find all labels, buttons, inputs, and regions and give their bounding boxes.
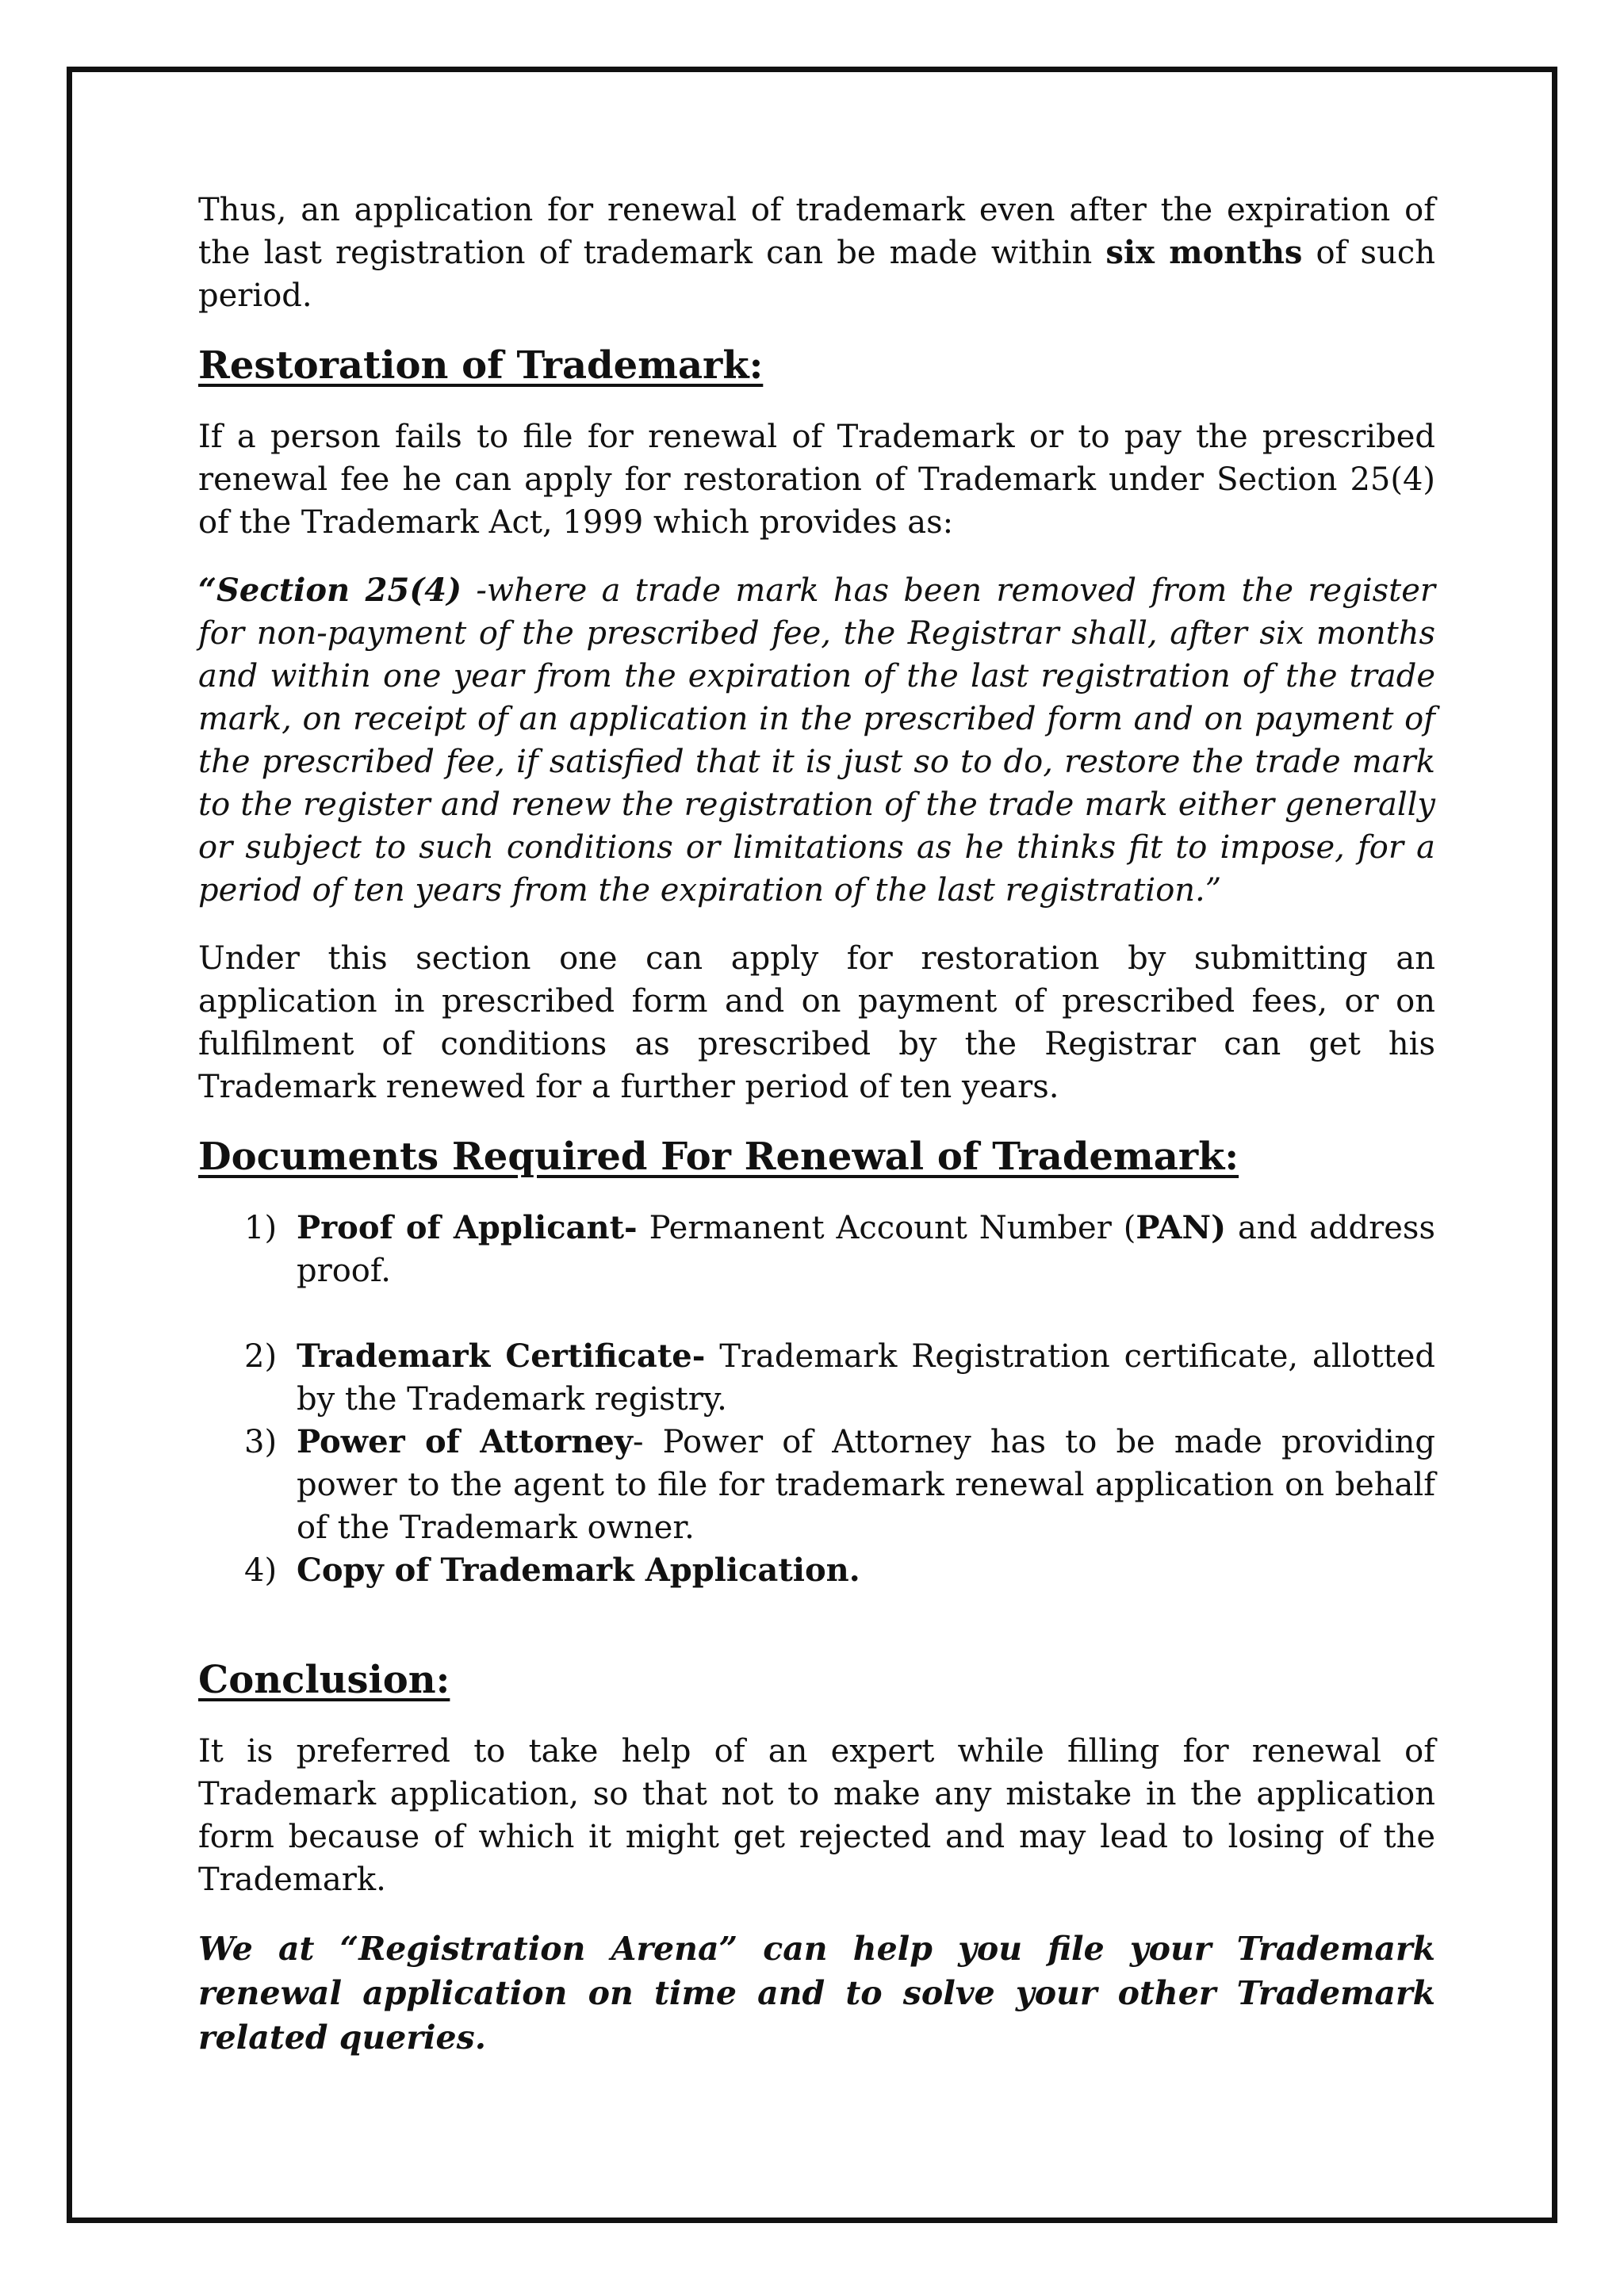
intro-text-part-2: of such period.: [198, 235, 1436, 314]
six-months-emphasis: six months: [1105, 234, 1303, 271]
list-item-proof-of-applicant: [244, 1207, 1435, 1292]
intro-paragraph: [198, 189, 1435, 317]
restoration-explanation: Under this section one can apply for restoration by submitting an application in prescribed form and on payment of prescribed fees, or on fulfilment of conditions as prescribed by the Registrar can get his Trademark renewed for a further period of ten years.: [198, 940, 1435, 1105]
list-item-number: 3): [244, 1424, 278, 1460]
list-item-number: 1): [244, 1210, 278, 1246]
pan-emphasis: PAN): [1136, 1209, 1227, 1246]
list-item-title: Power of Attorney: [297, 1423, 634, 1460]
list-item-trademark-certificate: [244, 1335, 1435, 1421]
list-item-text: Permanent Account Number (: [637, 1210, 1136, 1246]
call-to-action: We at “Registration Arena” can help you file your Trademark renewal application on time and to solve your other Trademark related queries.: [198, 1930, 1435, 2057]
intro-text-part-1: Thus, an application for renewal of trademark even after the expiration of the last registration of trademark can be made within: [198, 192, 1435, 271]
list-item-text-end: and address proof.: [297, 1210, 1435, 1289]
restoration-heading: Restoration of Trademark:: [198, 343, 764, 388]
restoration-section: [198, 342, 1435, 1108]
conclusion-paragraph: It is preferred to take help of an expert while filling for renewal of Trademark application, so that not to make any mistake in the application form because of which it might get rejected and may lead to losing of the Trademark.: [198, 1733, 1435, 1898]
list-item-title: Trademark Certificate-: [297, 1337, 706, 1375]
list-item-copy-of-application: [244, 1549, 1435, 1592]
list-item-title: Copy of Trademark Application.: [297, 1552, 860, 1589]
list-item-number: 2): [244, 1338, 278, 1375]
restoration-paragraph: If a person fails to file for renewal of Trademark or to pay the prescribed renewal fee he can apply for restoration of Trademark under Section 25(4) of the Trademark Act, 1999 which provides as:: [198, 419, 1435, 541]
quote-section-label: “Section 25(4): [198, 572, 462, 609]
list-item-number: 4): [244, 1552, 278, 1589]
documents-required-heading: Documents Required For Renewal of Trademark:: [198, 1135, 1239, 1179]
quote-body: -where a trade mark has been removed from the register for non-payment of the prescribed fee, the Registrar shall, after six months and within one year from the expiration of the last registration of the trade mark, on receipt of an application in the prescribed form and on payment of the prescribed fee, if satisfied that it is just so to do, restore the trade mark to the register and renew the registration of the trade mark either generally or subject to such conditions or limitations as he thinks fit to impose, for a period of ten years from the expiration of the last registration.”: [198, 572, 1436, 909]
section-25-4-quote: [198, 569, 1435, 912]
conclusion-heading: Conclusion:: [198, 1658, 450, 1702]
list-item-text: Trademark Registration certificate, allotted by the Trademark registry.: [297, 1338, 1435, 1418]
list-item-power-of-attorney: [244, 1421, 1435, 1549]
list-item-title: Proof of Applicant-: [297, 1209, 638, 1246]
document-content: [198, 189, 1435, 2085]
list-item-text: - Power of Attorney has to be made providing power to the agent to file for trademark renewal application on behalf of the Trademark owner.: [297, 1424, 1435, 1546]
documents-required-section: [198, 1134, 1435, 1592]
documents-required-list: [198, 1207, 1435, 1592]
conclusion-section: [198, 1657, 1435, 2060]
